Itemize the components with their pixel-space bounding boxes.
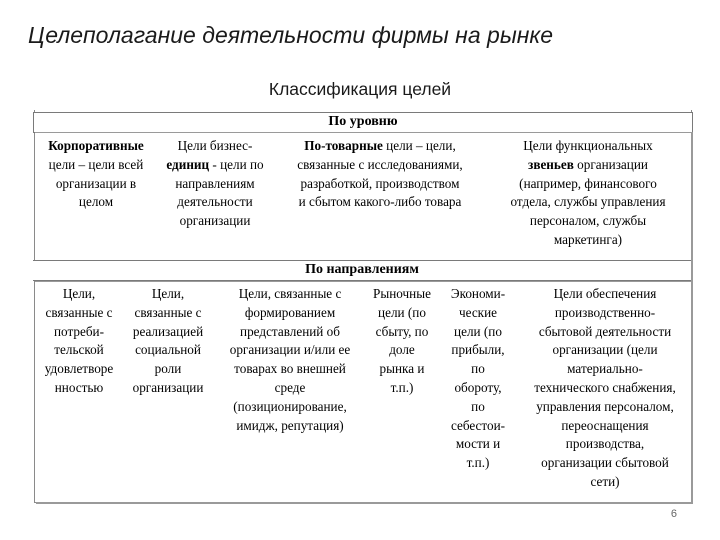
by-direction-line: ческие: [459, 304, 497, 320]
by-direction-line: (позиционирование,: [233, 398, 347, 414]
by-level-column: [438, 137, 720, 250]
by-direction-line: обороту,: [454, 379, 502, 395]
by-direction-line: по: [471, 361, 485, 377]
by-level-line: [438, 231, 720, 250]
by-level-line: [438, 175, 720, 194]
by-direction-line: имидж, репутация): [236, 417, 344, 433]
by-direction-line: рынка и: [379, 361, 425, 377]
classification-subtitle: [0, 79, 720, 100]
slide-title: Целеполагание деятельности фирмы на рынке: [28, 22, 554, 48]
by-direction-header: По направлениям: [33, 260, 691, 281]
by-direction-line: Цели, связанные с: [238, 286, 342, 301]
by-direction-line: организации (цели: [552, 342, 658, 358]
by-direction-line: представлений об: [240, 323, 340, 339]
page-number: 6: [670, 508, 677, 520]
by-level-text: организации: [179, 213, 251, 229]
by-direction-line: Цели,: [151, 286, 185, 301]
by-direction-line: доле: [389, 342, 415, 358]
by-direction-line: товарах во внешней: [234, 361, 346, 377]
by-direction-line: среде: [274, 379, 306, 395]
by-direction-line: сети): [590, 473, 620, 489]
by-level-line: [438, 137, 720, 156]
by-level-text: и сбытом какого-либо товара: [298, 194, 462, 210]
by-direction-line: социальной: [135, 342, 201, 358]
by-level-line: [65, 212, 365, 231]
by-direction-line: Цели,: [62, 286, 96, 301]
by-level-text: Цели бизнес-: [177, 138, 253, 153]
by-direction-column: [455, 285, 720, 492]
by-level-line: [438, 193, 720, 212]
by-level-bold-term: По-товарные: [304, 138, 383, 153]
by-level-line: [438, 212, 720, 231]
by-level-bold-term: звеньев: [528, 156, 574, 172]
by-level-text: персоналом, службы: [529, 213, 647, 229]
by-direction-line: прибыли,: [451, 342, 505, 358]
by-direction-line: Цели обеспечения: [553, 286, 657, 301]
by-direction-line: управления персоналом,: [536, 398, 674, 414]
by-level-text: связанные с исследованиями,: [297, 156, 463, 172]
by-level-header: По уровню: [33, 112, 693, 133]
by-direction-line: потреби-: [53, 323, 104, 339]
by-direction-line: производства,: [565, 436, 645, 452]
by-direction-line: мости и: [455, 436, 501, 452]
by-level-text: цели – цели всей: [48, 156, 144, 172]
by-direction-line: себестои-: [450, 417, 506, 433]
by-direction-line: т.п.): [466, 455, 490, 471]
by-level-text: целом: [78, 194, 114, 210]
by-direction-line: роли: [154, 361, 182, 377]
by-direction-line: переоснащения: [561, 417, 649, 433]
by-direction-line: удовлетворе: [44, 361, 114, 377]
by-level-line: [438, 156, 720, 175]
by-direction-line: тельской: [54, 342, 104, 358]
subtitle-text: Классификация целей: [268, 79, 452, 99]
by-level-text: отдела, службы управления: [510, 194, 666, 210]
by-level-text: цели – цели,: [382, 138, 456, 153]
by-direction-line: цели (по: [454, 323, 502, 339]
by-level-text: - цели по: [209, 156, 264, 172]
by-direction-line: сбыту, по: [375, 323, 429, 339]
by-level-header-shadow: [35, 132, 693, 133]
by-level-bold-term: Корпоративные: [48, 138, 144, 153]
by-level-text: направлениям: [175, 175, 255, 191]
by-level-text: Цели функциональных: [523, 138, 653, 153]
by-direction-line: связанные с: [134, 304, 202, 320]
by-direction-line: технического снабжения,: [534, 379, 676, 395]
by-direction-line: цели (по: [378, 304, 426, 320]
by-level-text: деятельности: [177, 194, 253, 210]
by-direction-line: по: [471, 398, 485, 414]
by-level-text: организации: [573, 156, 648, 172]
by-direction-line: т.п.): [390, 379, 414, 395]
by-direction-line: Рыночные: [373, 286, 431, 301]
by-level-text: (например, финансового: [519, 175, 657, 191]
by-direction-line: организации и/или ее: [229, 342, 351, 358]
by-level-bold-term: единиц: [166, 156, 210, 172]
by-direction-header-shadow: [35, 281, 693, 282]
frame-shadow-bottom: [36, 502, 693, 504]
by-direction-line: материально-: [567, 361, 643, 377]
by-direction-line: организации сбытовой: [541, 455, 669, 471]
by-level-text: организации в: [55, 175, 137, 191]
by-direction-line: организации: [132, 379, 204, 395]
by-level-text: маркетинга): [553, 231, 623, 247]
by-direction-line: формированием: [244, 304, 336, 320]
by-direction-line: производственно-: [554, 304, 656, 320]
by-level-text: разработкой, производством: [300, 175, 460, 191]
by-direction-line: связанные с: [45, 304, 113, 320]
by-direction-line: Экономи-: [450, 286, 506, 301]
by-direction-line: реализацией: [132, 323, 204, 339]
by-direction-line: сбытовой деятельности: [538, 323, 672, 339]
by-direction-line: нностью: [54, 379, 104, 395]
